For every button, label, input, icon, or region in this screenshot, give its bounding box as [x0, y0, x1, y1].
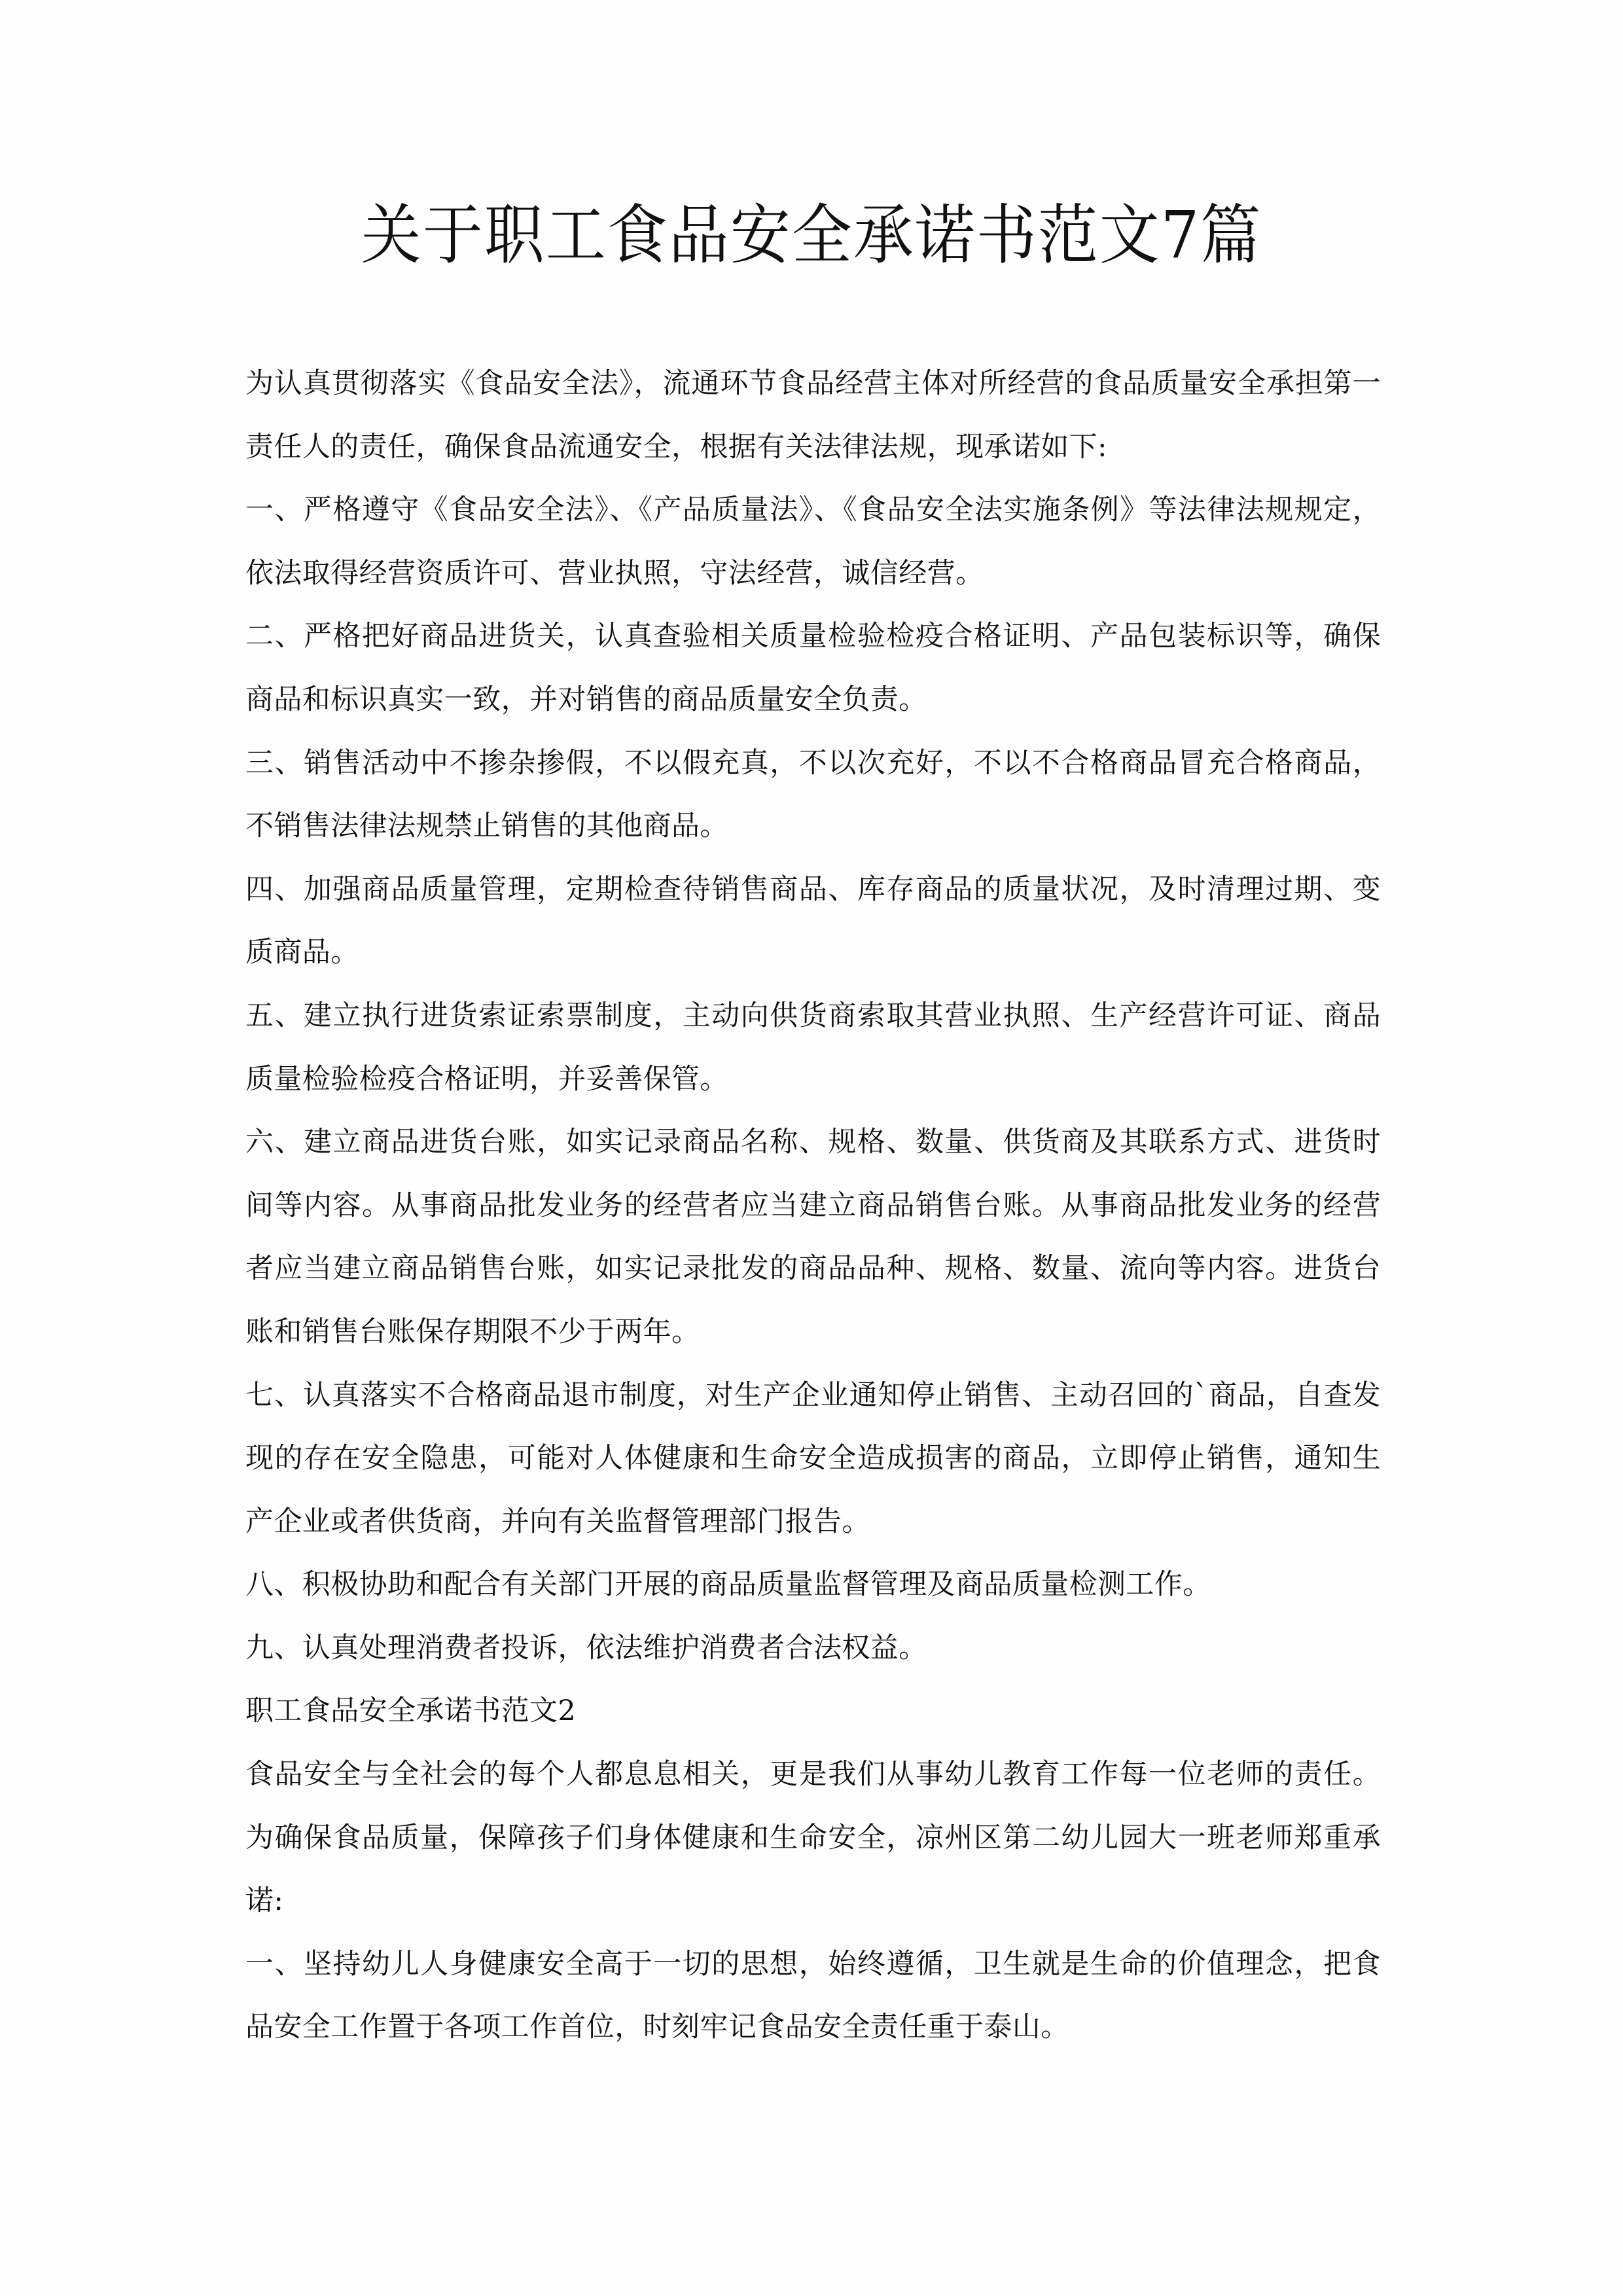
document-body — [245, 352, 1381, 2059]
commitment-item-6: 六、建立商品进货台账，如实记录商品名称、规格、数量、供货商及其联系方式、进货时间等内容。从事商品批发业务的经营者应当建立商品销售台账。从事商品批发业务的经营者应当建立商品销售台账，如实记录批发的商品品种、规格、数量、流向等内容。进货台账和销售台账保存期限不少于两年。 — [245, 1126, 1381, 1348]
commitment-item-3: 三、销售活动中不掺杂掺假，不以假充真，不以次充好，不以不合格商品冒充合格商品，不销售法律法规禁止销售的其他商品。 — [245, 746, 1381, 843]
commitment-item-4: 四、加强商品质量管理，定期检查待销售商品、库存商品的质量状况，及时清理过期、变质商品。 — [245, 872, 1381, 969]
commitment-item-7: 七、认真落实不合格商品退市制度，对生产企业通知停止销售、主动召回的`商品，自查发现的存在安全隐患，可能对人体健康和生命安全造成损害的商品，立即停止销售，通知生产企业或者供货商，并向有关监督管理部门报告。 — [245, 1378, 1381, 1538]
commitment-item-9: 九、认真处理消费者投诉，依法维护消费者合法权益。 — [245, 1631, 927, 1664]
intro-paragraph: 为认真贯彻落实《食品安全法》，流通环节食品经营主体对所经营的食品质量安全承担第一责任人的责任，确保食品流通安全，根据有关法律法规，现承诺如下: — [245, 367, 1381, 463]
commitment-item-5: 五、建立执行进货索证索票制度，主动向供货商索取其营业执照、生产经营许可证、商品质量检验检疫合格证明，并妥善保管。 — [245, 999, 1381, 1096]
commitment-item-8: 八、积极协助和配合有关部门开展的商品质量监督管理及商品质量检测工作。 — [245, 1568, 1211, 1602]
commitment-item-2: 二、严格把好商品进货关，认真查验相关质量检验检疫合格证明、产品包装标识等，确保商品和标识真实一致，并对销售的商品质量安全负责。 — [245, 620, 1381, 716]
section-2-intro-paragraph: 食品安全与全社会的每个人都息息相关，更是我们从事幼儿教育工作每一位老师的责任。为确保食品质量，保障孩子们身体健康和生命安全，凉州区第二幼儿园大一班老师郑重承诺: — [245, 1758, 1381, 1918]
document-title: 关于职工食品安全承诺书范文7篇 — [361, 197, 1262, 274]
section-heading-2: 职工食品安全承诺书范文2 — [245, 1695, 577, 1728]
commitment-item-1: 一、严格遵守《食品安全法》、《产品质量法》、《食品安全法实施条例》等法律法规规定，依法取得经营资质许可、营业执照，守法经营，诚信经营。 — [245, 493, 1381, 590]
section-2-item-1: 一、坚持幼儿人身健康安全高于一切的思想，始终遵循，卫生就是生命的价值理念，把食品安全工作置于各项工作首位，时刻牢记食品安全责任重于泰山。 — [245, 1947, 1381, 2044]
